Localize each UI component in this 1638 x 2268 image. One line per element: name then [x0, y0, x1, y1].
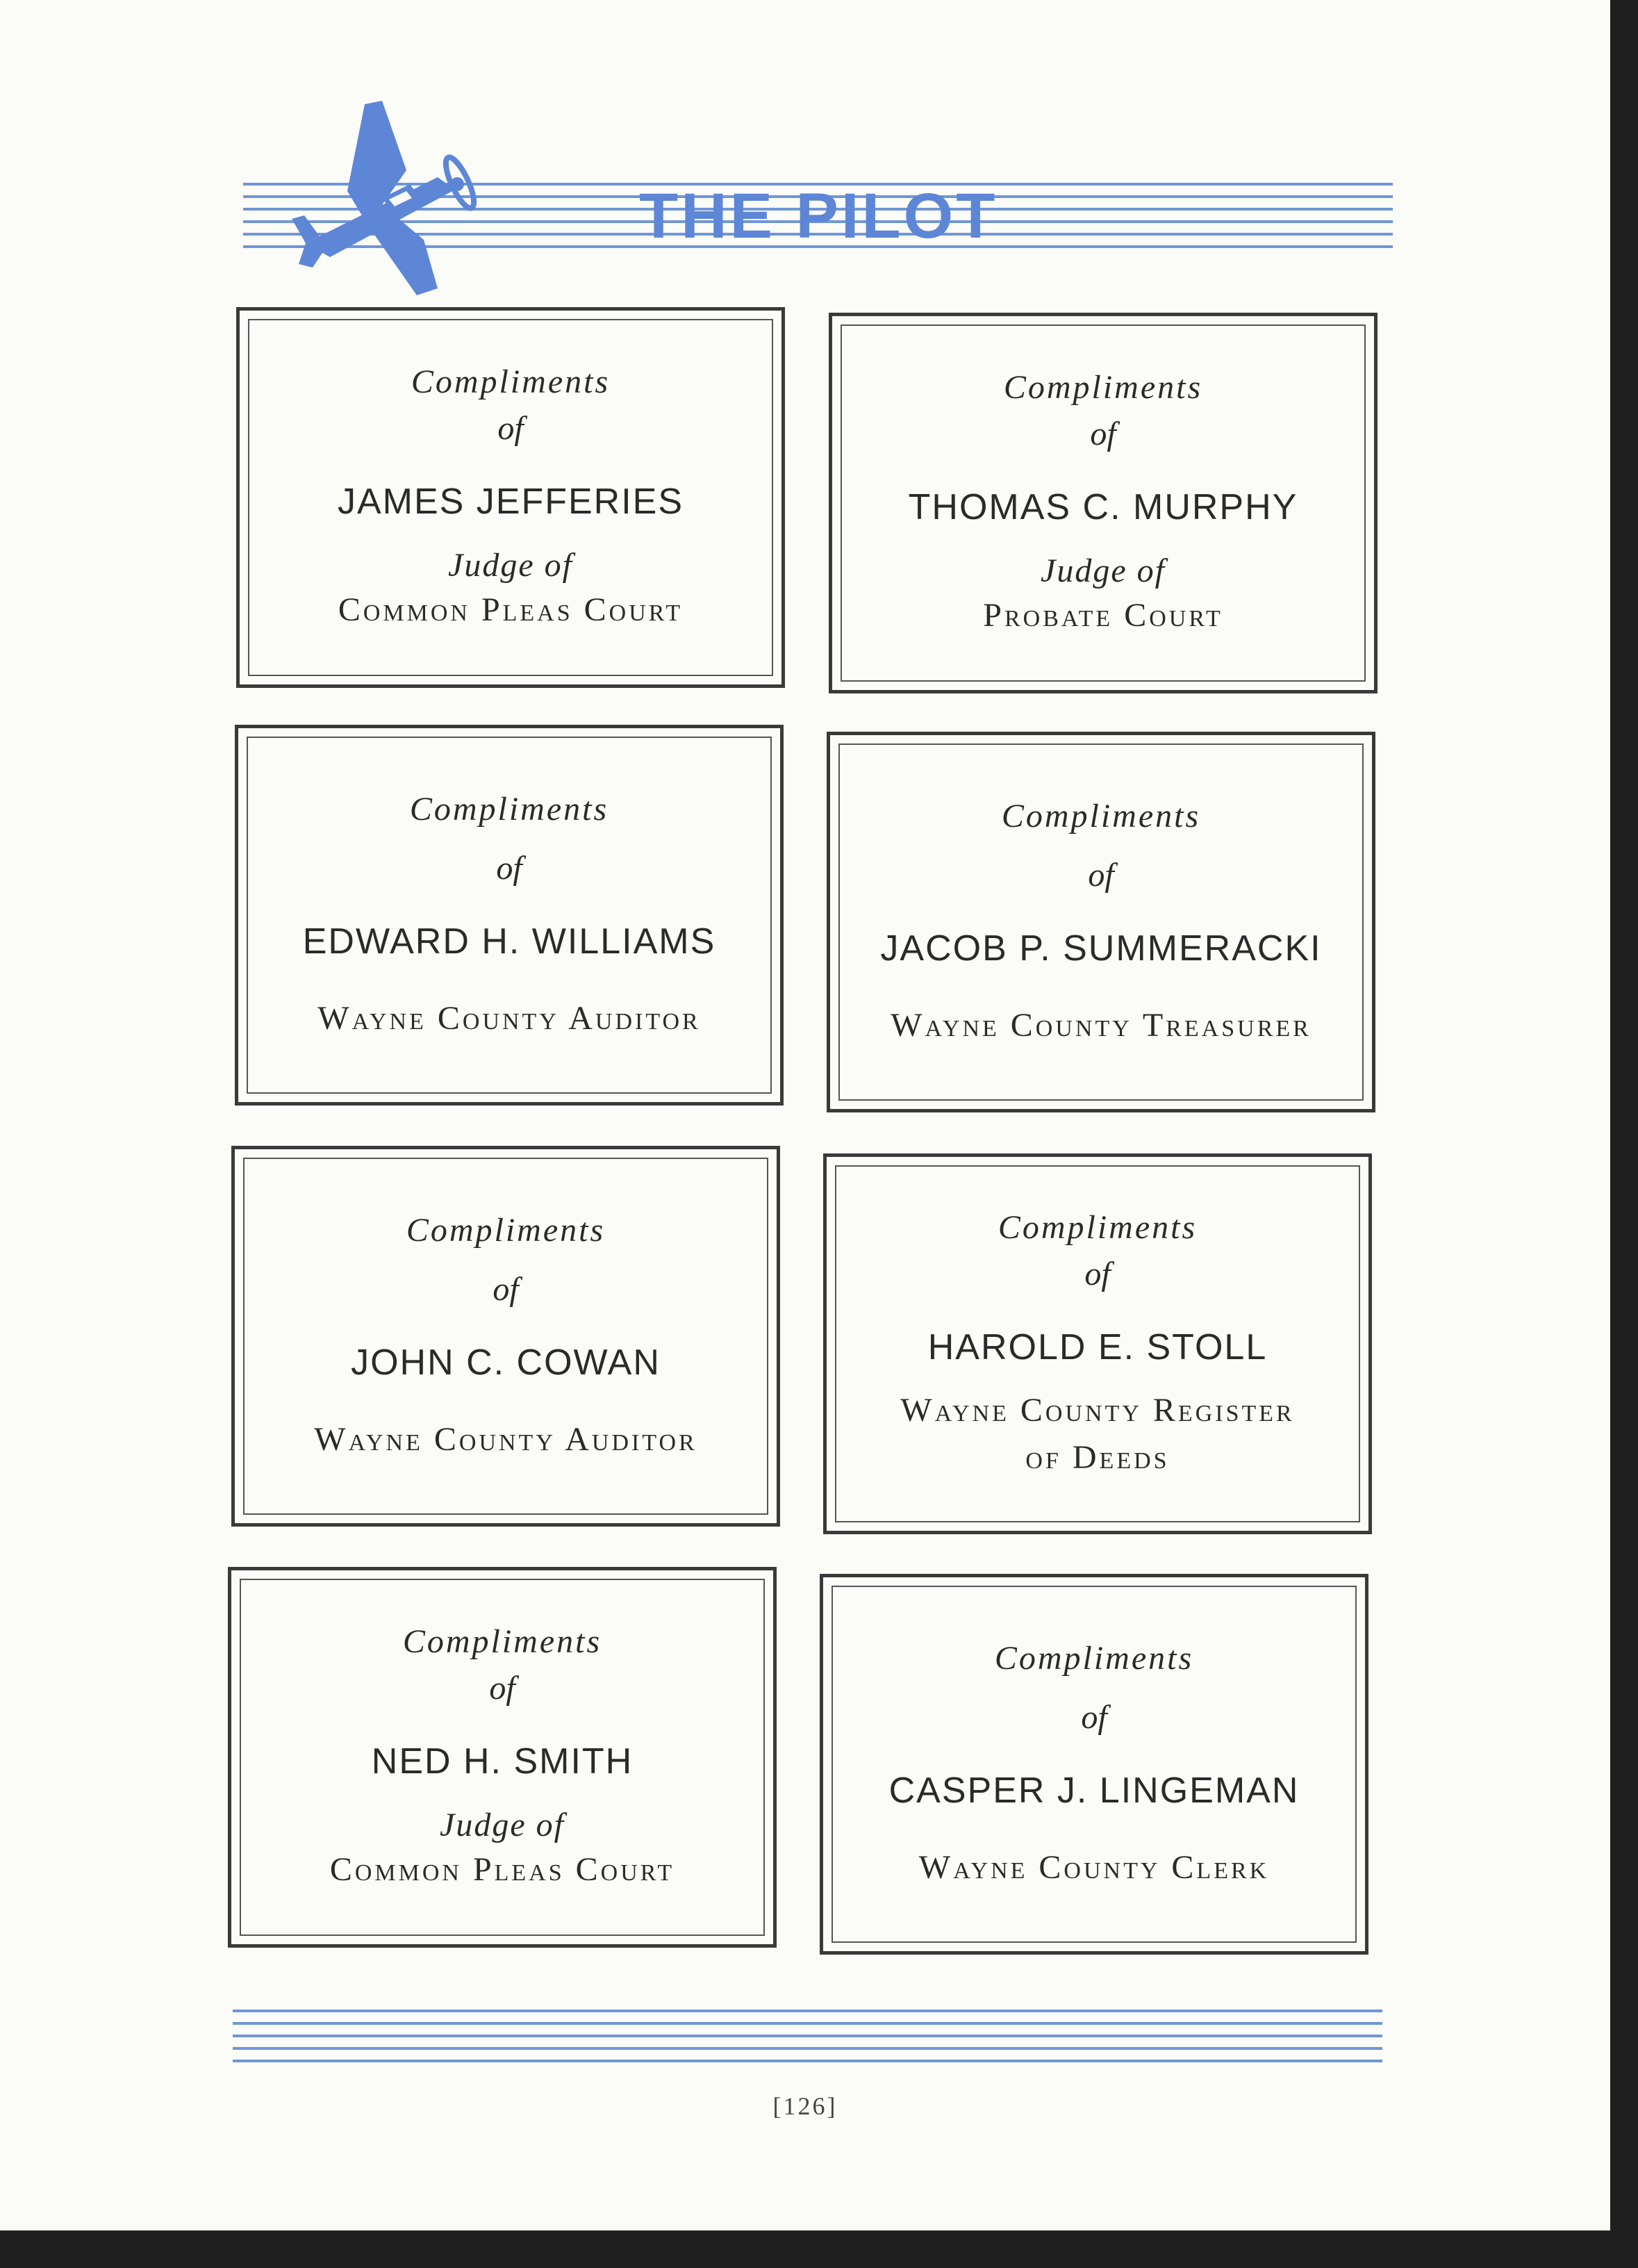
publication-title: THE PILOT: [639, 181, 998, 252]
compliments-text: Compliments: [994, 1639, 1194, 1677]
person-name: EDWARD H. WILLIAMS: [302, 921, 716, 962]
office-title: Wayne County Register: [900, 1391, 1295, 1429]
airplane-icon: [278, 101, 486, 299]
page-number: [126]: [772, 2092, 838, 2120]
person-name: JAMES JEFFERIES: [337, 482, 684, 523]
of-text: of: [1090, 416, 1116, 453]
footer-rules: [233, 2010, 1382, 2079]
office-title: Wayne County Clerk: [918, 1848, 1270, 1886]
person-name: CASPER J. LINGEMAN: [888, 1770, 1300, 1811]
compliments-card: [236, 307, 785, 688]
office-title: Probate Court: [983, 597, 1223, 634]
of-text: of: [1081, 1698, 1107, 1736]
compliments-card: [235, 725, 784, 1106]
compliments-card: [827, 732, 1375, 1112]
compliments-card: [829, 313, 1378, 693]
office-title: Common Pleas Court: [338, 591, 684, 629]
person-name: HAROLD E. STOLL: [927, 1326, 1268, 1367]
compliments-card: [823, 1153, 1372, 1534]
office-title-line-2: of Deeds: [1025, 1439, 1170, 1476]
person-name: JACOB P. SUMMERACKI: [880, 928, 1322, 969]
person-name: JOHN C. COWAN: [351, 1342, 661, 1383]
of-text: of: [493, 1270, 519, 1308]
office-title: Wayne County Treasurer: [891, 1006, 1312, 1044]
person-name: NED H. SMITH: [371, 1741, 634, 1782]
person-name: THOMAS C. MURPHY: [908, 487, 1298, 528]
compliments-card: [820, 1574, 1368, 1955]
compliments-text: Compliments: [409, 790, 609, 828]
compliments-text: Compliments: [1001, 797, 1201, 835]
compliments-text: Compliments: [406, 1211, 606, 1249]
scan-border-right: [1610, 0, 1638, 2268]
of-text: of: [1084, 1255, 1111, 1292]
compliments-text: Compliments: [998, 1208, 1198, 1246]
scan-border-bottom: [0, 2230, 1638, 2268]
compliments-text: Compliments: [411, 363, 611, 401]
of-text: of: [497, 410, 524, 447]
judge-title: Judge of: [448, 547, 573, 584]
of-text: of: [496, 849, 522, 887]
compliments-card: [228, 1567, 777, 1948]
compliments-text: Compliments: [402, 1623, 602, 1661]
office-title: Common Pleas Court: [329, 1851, 675, 1889]
judge-title: Judge of: [1041, 552, 1166, 590]
office-title: Wayne County Auditor: [314, 1420, 697, 1458]
of-text: of: [489, 1670, 515, 1707]
compliments-card: [231, 1146, 780, 1527]
office-title: Wayne County Auditor: [317, 999, 701, 1037]
page-header: [243, 101, 1393, 299]
of-text: of: [1088, 856, 1114, 894]
judge-title: Judge of: [440, 1807, 565, 1844]
compliments-text: Compliments: [1003, 369, 1203, 406]
